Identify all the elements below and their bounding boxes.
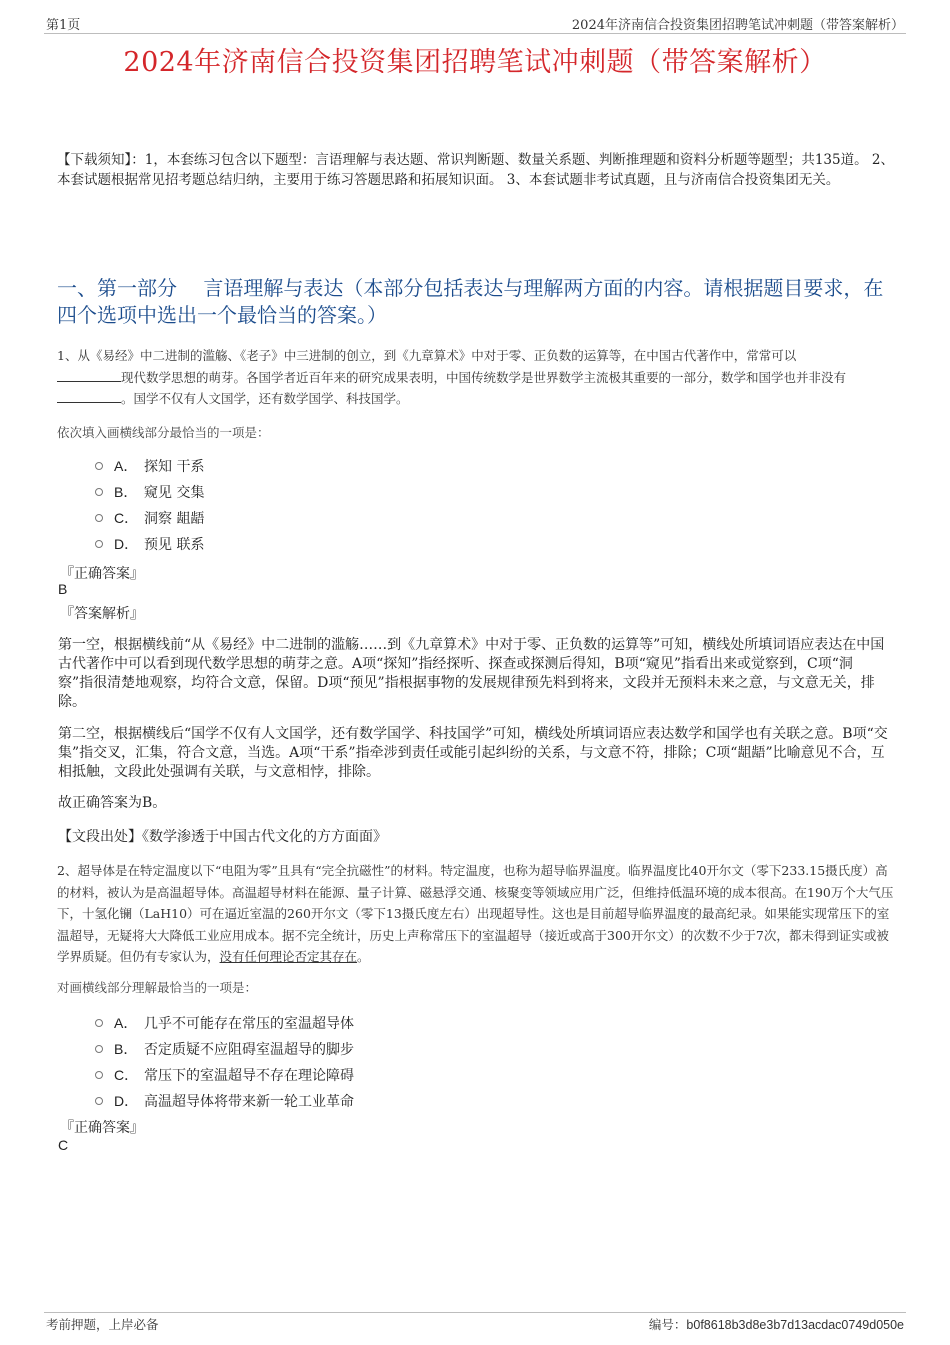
option-text: 探知 干系 — [144, 459, 205, 475]
option-text: 高温超导体将带来新一轮工业革命 — [144, 1094, 354, 1110]
document-title: 2024年济南信合投资集团招聘笔试冲刺题（带答案解析） — [123, 47, 827, 78]
option-text: 预见 联系 — [144, 537, 205, 553]
option-d[interactable]: D． 预见 联系 — [95, 531, 204, 557]
answer-label: 『正确答案』 — [60, 1120, 144, 1136]
option-c[interactable]: C． 洞察 龃龉 — [95, 505, 204, 531]
radio-icon[interactable] — [95, 1019, 103, 1027]
radio-icon[interactable] — [95, 462, 103, 470]
answer-label: 『正确答案』 — [60, 566, 144, 582]
radio-icon[interactable] — [95, 540, 103, 548]
option-d[interactable]: D． 高温超导体将带来新一轮工业革命 — [95, 1088, 354, 1114]
radio-icon[interactable] — [95, 1045, 103, 1053]
question-1-text-part3: 。国学不仅有人文国学，还有数学国学、科技国学。 — [121, 391, 409, 406]
option-text: 几乎不可能存在常压的室温超导体 — [144, 1016, 354, 1032]
question-1-text-part2: 现代数学思想的萌芽。各国学者近百年来的研究成果表明，中国传统数学是世界数学主流极其重要的一部分，数学和国学也并非没有 — [121, 369, 847, 385]
fill-blank-2 — [57, 390, 121, 403]
section-title: 一、第一部分 言语理解与表达（本部分包括表达与理解两方面的内容。请根据题目要求，在四个选项中选出一个最恰当的答案。） — [57, 276, 884, 327]
code-value: b0f8618b3d8e3b7d13acdac0749d050e — [686, 1318, 904, 1332]
analysis-label: 『答案解析』 — [60, 606, 144, 622]
question-1-text-part1: 1、从《易经》中二进制的滥觞、《老子》中三进制的创立，到《九章算术》中对于零、正负数的运算等，在中国古代著作中，常常可以 — [57, 348, 797, 363]
download-notice: 【下载须知】：1，本套练习包含以下题型：言语理解与表达题、常识判断题、数量关系题、判断推理题和资料分析题等题型；共135道。 2、本套试题根据常见招考题总结归纳，主要用于练习答题思路和拓展知识面。 3、本套试题非考试真题，且与济南信合投资集团无关。 — [57, 152, 894, 188]
running-header-title: 2024年济南信合投资集团招聘笔试冲刺题（带答案解析） — [571, 18, 904, 33]
page-number: 第1页 — [46, 18, 81, 33]
question-2-prompt: 对画横线部分理解最恰当的一项是： — [57, 980, 258, 995]
conclusion: 故正确答案为B。 — [58, 795, 167, 811]
radio-icon[interactable] — [95, 1097, 103, 1105]
option-text: 窥见 交集 — [144, 485, 205, 501]
question-1-stem — [57, 345, 897, 410]
question-2-text: 2、超导体是在特定温度以下“电阻为零”且具有“完全抗磁性”的材料。特定温度，也称为超导临界温度。临界温度比40开尔文（零下233.15摄氏度）高的材料，被认为是高温超导体。高温超导材料在能源、量子计算、磁悬浮交通、核聚变等领域应用广泛，但维持低温环境的成本很高。在190万个大气压下，十氢化镧（LaH10）可在逼近室温的260开尔文（零下13摄氏度左右）出现超导性。这也是目前超导临界温度的最高纪录。如果能实现常压下的室温超导，无疑将大大降低工业应用成本。据不完全统计，历史上声称常压下的室温超导（接近或高于300开尔文）的次数不少于7次，都未得到证实或被学界质疑。但仍有专家认为， — [57, 863, 894, 964]
question-1-prompt: 依次填入画横线部分最恰当的一项是： — [57, 425, 270, 440]
radio-icon[interactable] — [95, 514, 103, 522]
analysis-paragraph-2: 第二空，根据横线后“国学不仅有人文国学，还有数学国学、科技国学”可知，横线处所填词语应表达数学和国学也有关联之意。B项“交集”指交叉，汇集，符合文意，当选。A项“干系”指牵涉到责任或能引起纠纷的关系，与文意不符，排除；C项“龃龉”比喻意见不合，互相抵触，文段此处强调有关联，与文意相悖，排除。 — [58, 726, 888, 780]
fill-blank-1 — [57, 369, 121, 382]
option-c[interactable]: C． 常压下的室温超导不存在理论障碍 — [95, 1062, 354, 1088]
question-2-options — [95, 1010, 354, 1114]
option-b[interactable]: B． 窥见 交集 — [95, 479, 204, 505]
option-b[interactable]: B． 否定质疑不应阻碍室温超导的脚步 — [95, 1036, 354, 1062]
footer-slogan: 考前押题，上岸必备 — [46, 1317, 159, 1332]
option-a[interactable]: A． 几乎不可能存在常压的室温超导体 — [95, 1010, 354, 1036]
option-text: 否定质疑不应阻碍室温超导的脚步 — [144, 1042, 354, 1058]
header-divider — [44, 33, 906, 34]
option-a[interactable]: A． 探知 干系 — [95, 453, 204, 479]
radio-icon[interactable] — [95, 1071, 103, 1079]
answer-value: C — [58, 1137, 69, 1153]
option-text: 常压下的室温超导不存在理论障碍 — [144, 1068, 354, 1084]
footer-divider — [44, 1312, 906, 1313]
document-code: 编号：b0f8618b3d8e3b7d13acdac0749d050e — [648, 1317, 904, 1332]
underlined-phrase: 没有任何理论否定其存在 — [219, 949, 358, 964]
source-citation: 【文段出处】《数学渗透于中国古代文化的方方面面》 — [58, 829, 387, 845]
radio-icon[interactable] — [95, 488, 103, 496]
answer-value: B — [58, 581, 68, 597]
question-2-stem: 2、超导体是在特定温度以下“电阻为零”且具有“完全抗磁性”的材料。特定温度，也称为超导临界温度。临界温度比40开尔文（零下233.15摄氏度）高的材料，被认为是高温超导体。高温超导材料在能源、量子计算、磁悬浮交通、核聚变等领域应用广泛，但维持低温环境的成本很高。在190万个大气压下，十氢化镧（LaH10）可在逼近室温的260开尔文（零下13摄氏度左右）出现超导性。这也是目前超导临界温度的最高纪录。如果能实现常压下的室温超导，无疑将大大降低工业应用成本。据不完全统计，历史上声称常压下的室温超导（接近或高于300开尔文）的次数不少于7次，都未得到证实或被学界质疑。但仍有专家认为，没有任何理论否定其存在。 — [57, 863, 894, 964]
option-text: 洞察 龃龉 — [144, 511, 205, 527]
analysis-paragraph-1: 第一空，根据横线前“从《易经》中二进制的滥觞……到《九章算术》中对于零、正负数的运算等”可知，横线处所填词语应表达在中国古代著作中可以看到现代数学思想的萌芽之意。A项“探知”指经探听、探查或探测后得知，B项“窥见”指看出来或觉察到，C项“洞察”指很清楚地观察，均符合文意，保留。D项“预见”指根据事物的发展规律预先料到将来，文段并无预料未来之意，与文意无关，排除。 — [58, 637, 885, 710]
question-1-options — [95, 453, 204, 557]
